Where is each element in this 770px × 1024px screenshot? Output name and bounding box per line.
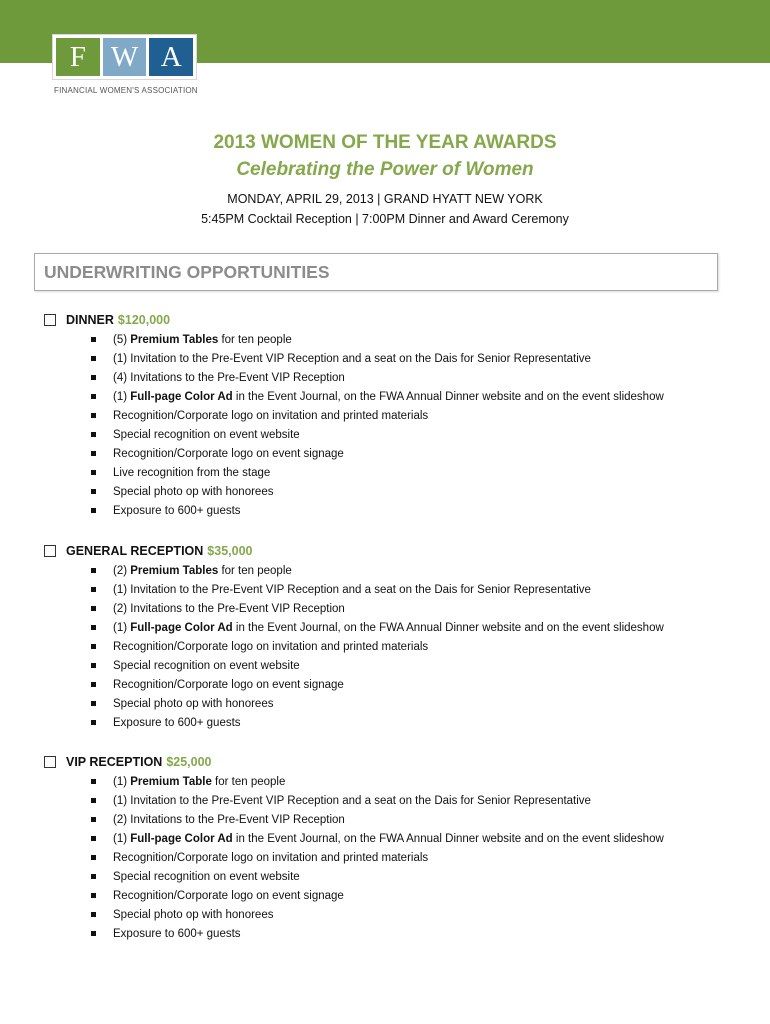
benefit-text: for ten people (218, 333, 292, 346)
tier-vip-reception (44, 752, 664, 943)
benefit-item (91, 905, 664, 924)
benefit-text: (1) Invitation to the Pre-Event VIP Reception and a seat on the Dais for Senior Representative (113, 583, 591, 596)
benefit-text: Special photo op with honorees (113, 908, 274, 921)
section-header-box (34, 253, 718, 291)
square-bullet-icon (91, 931, 96, 936)
square-bullet-icon (91, 798, 96, 803)
event-schedule: 5:45PM Cocktail Reception | 7:00PM Dinner and Award Ceremony (201, 212, 569, 226)
benefit-text: (5) (113, 333, 131, 346)
benefit-item (91, 444, 664, 463)
square-bullet-icon (91, 356, 96, 361)
benefit-text: (1) Invitation to the Pre-Event VIP Reception and a seat on the Dais for Senior Representative (113, 794, 591, 807)
benefit-text: Recognition/Corporate logo on invitation and printed materials (113, 851, 429, 864)
tier-price: $120,000 (117, 313, 171, 327)
benefit-item (91, 482, 664, 501)
benefit-text: Special recognition on event website (113, 870, 300, 883)
benefit-emphasis: Premium Tables (130, 564, 219, 577)
benefit-item (91, 829, 664, 848)
tier-heading (44, 541, 664, 561)
benefit-text: Exposure to 600+ guests (113, 716, 241, 729)
benefit-text: Exposure to 600+ guests (113, 927, 241, 940)
benefit-text: Special recognition on event website (113, 659, 300, 672)
benefit-item (91, 810, 664, 829)
square-bullet-icon (91, 720, 96, 725)
benefit-text: Special recognition on event website (113, 428, 300, 441)
benefit-text: (4) Invitations to the Pre-Event VIP Reception (113, 371, 345, 384)
benefit-text: Recognition/Corporate logo on invitation and printed materials (113, 640, 429, 653)
benefit-item (91, 713, 664, 732)
tier-general-reception (44, 541, 664, 732)
benefit-item (91, 368, 664, 387)
benefit-emphasis: Full-page Color Ad (130, 621, 233, 634)
square-bullet-icon (91, 337, 96, 342)
benefit-emphasis: Premium Table (130, 775, 212, 788)
benefit-text: Special photo op with honorees (113, 485, 274, 498)
benefit-list (91, 330, 664, 520)
benefit-item (91, 867, 664, 886)
square-bullet-icon (91, 663, 96, 668)
tier-heading (44, 752, 664, 772)
event-date-venue: MONDAY, APRIL 29, 2013 | GRAND HYATT NEW YORK (227, 192, 543, 206)
logo-subtitle: FINANCIAL WOMEN'S ASSOCIATION (54, 86, 198, 95)
logo-letter-f: F (56, 38, 100, 76)
square-bullet-icon (91, 489, 96, 494)
square-bullet-icon (91, 413, 96, 418)
benefit-text: (1) (113, 832, 131, 845)
benefit-text: (1) (113, 390, 131, 403)
benefit-item (91, 848, 664, 867)
square-bullet-icon (91, 893, 96, 898)
benefit-text: Recognition/Corporate logo on invitation and printed materials (113, 409, 429, 422)
square-bullet-icon (91, 779, 96, 784)
square-bullet-icon (91, 701, 96, 706)
benefit-text: in the Event Journal, on the FWA Annual Dinner website and on the event slideshow (232, 621, 664, 634)
tier-checkbox[interactable] (44, 756, 56, 768)
square-bullet-icon (91, 568, 96, 573)
square-bullet-icon (91, 606, 96, 611)
event-subtitle: Celebrating the Power of Women (236, 159, 534, 180)
benefit-text: Recognition/Corporate logo on event signage (113, 889, 344, 902)
square-bullet-icon (91, 375, 96, 380)
benefit-item (91, 580, 664, 599)
square-bullet-icon (91, 625, 96, 630)
benefit-item (91, 675, 664, 694)
benefit-item (91, 618, 664, 637)
benefit-item (91, 599, 664, 618)
benefit-text: Special photo op with honorees (113, 697, 274, 710)
square-bullet-icon (91, 836, 96, 841)
benefit-text: (1) Invitation to the Pre-Event VIP Reception and a seat on the Dais for Senior Representative (113, 352, 591, 365)
benefit-item (91, 463, 664, 482)
square-bullet-icon (91, 912, 96, 917)
benefit-text: Exposure to 600+ guests (113, 504, 241, 517)
benefit-text: Recognition/Corporate logo on event signage (113, 447, 344, 460)
benefit-text: (2) Invitations to the Pre-Event VIP Reception (113, 813, 345, 826)
logo-letter-a: A (149, 38, 193, 76)
square-bullet-icon (91, 644, 96, 649)
benefit-text: (2) Invitations to the Pre-Event VIP Reception (113, 602, 345, 615)
benefit-item (91, 886, 664, 905)
benefit-item (91, 791, 664, 810)
benefit-item (91, 656, 664, 675)
tier-name: VIP RECEPTION (66, 755, 163, 769)
benefit-list (91, 561, 664, 732)
square-bullet-icon (91, 508, 96, 513)
benefit-emphasis: Premium Tables (130, 333, 219, 346)
square-bullet-icon (91, 682, 96, 687)
benefit-item (91, 924, 664, 943)
benefit-text: (1) (113, 775, 131, 788)
benefit-item (91, 349, 664, 368)
square-bullet-icon (91, 394, 96, 399)
tier-name: DINNER (66, 313, 114, 327)
benefit-text: for ten people (218, 564, 292, 577)
tier-dinner (44, 310, 664, 520)
benefit-item (91, 694, 664, 713)
tier-name: GENERAL RECEPTION (66, 544, 204, 558)
benefit-item (91, 501, 664, 520)
square-bullet-icon (91, 587, 96, 592)
benefit-item (91, 561, 664, 580)
square-bullet-icon (91, 817, 96, 822)
square-bullet-icon (91, 855, 96, 860)
tier-price: $35,000 (207, 544, 253, 558)
benefit-item (91, 637, 664, 656)
benefit-text: in the Event Journal, on the FWA Annual Dinner website and on the event slideshow (232, 390, 664, 403)
logo-letter-w: W (103, 38, 147, 76)
tier-heading (44, 310, 664, 330)
benefit-text: (2) (113, 564, 131, 577)
square-bullet-icon (91, 451, 96, 456)
benefit-text: for ten people (211, 775, 286, 788)
tier-checkbox[interactable] (44, 545, 56, 557)
square-bullet-icon (91, 874, 96, 879)
square-bullet-icon (91, 470, 96, 475)
tier-checkbox[interactable] (44, 314, 56, 326)
tier-price: $25,000 (166, 755, 212, 769)
benefit-emphasis: Full-page Color Ad (130, 390, 233, 403)
benefit-text: Recognition/Corporate logo on event signage (113, 678, 344, 691)
section-title: UNDERWRITING OPPORTUNITIES (44, 262, 330, 282)
benefit-text: in the Event Journal, on the FWA Annual Dinner website and on the event slideshow (232, 832, 664, 845)
benefit-list (91, 772, 664, 943)
benefit-item (91, 772, 664, 791)
benefit-item (91, 330, 664, 349)
benefit-text: Live recognition from the stage (113, 466, 271, 479)
benefit-emphasis: Full-page Color Ad (130, 832, 233, 845)
benefit-item (91, 406, 664, 425)
benefit-text: (1) (113, 621, 131, 634)
benefit-item (91, 425, 664, 444)
benefit-item (91, 387, 664, 406)
square-bullet-icon (91, 432, 96, 437)
fwa-logo (52, 34, 197, 80)
event-title: 2013 WOMEN OF THE YEAR AWARDS (213, 132, 557, 153)
